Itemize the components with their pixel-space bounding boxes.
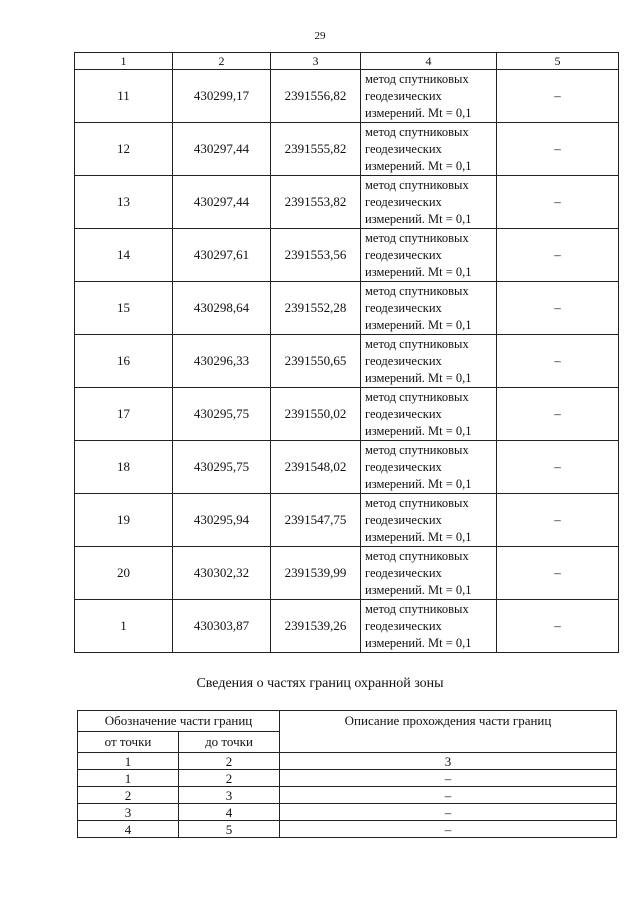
x-coordinate-cell: 430296,33 [173, 335, 271, 388]
method-line: метод спутниковых [365, 230, 469, 245]
point-number-cell: 15 [75, 282, 173, 335]
method-cell [361, 494, 497, 547]
method-line: геодезических [365, 247, 442, 262]
point-number-cell: 18 [75, 441, 173, 494]
method-cell [361, 441, 497, 494]
part-designation-header: Обозначение части границ [78, 711, 280, 732]
method-line: геодезических [365, 618, 442, 633]
parts-header-row [78, 711, 617, 732]
from-point-cell: 1 [78, 770, 179, 787]
description-cell: – [280, 787, 617, 804]
point-number-cell: 1 [75, 600, 173, 653]
method-line: измерений. Mt = 0,1 [365, 423, 472, 438]
point-number-cell: 12 [75, 123, 173, 176]
to-point-cell: 3 [179, 787, 280, 804]
column-header-1: 1 [75, 53, 173, 70]
method-cell [361, 547, 497, 600]
note-cell: – [497, 600, 619, 653]
x-coordinate-cell: 430295,75 [173, 388, 271, 441]
coordinates-header-row [75, 53, 619, 70]
x-coordinate-cell: 430303,87 [173, 600, 271, 653]
method-line: метод спутниковых [365, 601, 469, 616]
method-line: измерений. Mt = 0,1 [365, 211, 472, 226]
point-number-cell: 11 [75, 70, 173, 123]
method-line: метод спутниковых [365, 177, 469, 192]
column-header-5: 5 [497, 53, 619, 70]
from-point-cell: 2 [78, 787, 179, 804]
method-line: геодезических [365, 565, 442, 580]
parts-body [78, 753, 617, 838]
method-line: измерений. Mt = 0,1 [365, 105, 472, 120]
x-coordinate-cell: 430295,75 [173, 441, 271, 494]
x-coordinate-cell: 430298,64 [173, 282, 271, 335]
to-point-cell: 5 [179, 821, 280, 838]
section-title: Сведения о частях границ охранной зоны [196, 676, 444, 691]
table-row [78, 770, 617, 787]
to-point-cell: 4 [179, 804, 280, 821]
y-coordinate-cell: 2391555,82 [271, 123, 361, 176]
method-line: геодезических [365, 512, 442, 527]
y-coordinate-cell: 2391539,99 [271, 547, 361, 600]
table-row [78, 787, 617, 804]
method-cell [361, 70, 497, 123]
y-coordinate-cell: 2391548,02 [271, 441, 361, 494]
description-cell: – [280, 804, 617, 821]
note-cell: – [497, 547, 619, 600]
method-line: измерений. Mt = 0,1 [365, 529, 472, 544]
x-coordinate-cell: 430297,44 [173, 123, 271, 176]
method-line: метод спутниковых [365, 124, 469, 139]
from-point-header: от точки [78, 732, 179, 753]
point-number-cell: 19 [75, 494, 173, 547]
column-header-4: 4 [361, 53, 497, 70]
y-coordinate-cell: 2391552,28 [271, 282, 361, 335]
y-coordinate-cell: 2391553,56 [271, 229, 361, 282]
to-point-cell: 2 [179, 753, 280, 770]
y-coordinate-cell: 2391550,65 [271, 335, 361, 388]
method-line: измерений. Mt = 0,1 [365, 317, 472, 332]
part-description-header: Описание прохождения части границ [280, 711, 617, 753]
table-row [78, 753, 617, 770]
method-line: геодезических [365, 406, 442, 421]
table-row [75, 494, 619, 547]
description-cell: – [280, 770, 617, 787]
method-line: измерений. Mt = 0,1 [365, 158, 472, 173]
x-coordinate-cell: 430297,44 [173, 176, 271, 229]
note-cell: – [497, 282, 619, 335]
method-line: измерений. Mt = 0,1 [365, 635, 472, 650]
method-line: геодезических [365, 459, 442, 474]
note-cell: – [497, 229, 619, 282]
table-row [75, 176, 619, 229]
y-coordinate-cell: 2391550,02 [271, 388, 361, 441]
table-row [75, 388, 619, 441]
method-cell [361, 123, 497, 176]
method-line: измерений. Mt = 0,1 [365, 370, 472, 385]
method-line: геодезических [365, 141, 442, 156]
method-line: метод спутниковых [365, 71, 469, 86]
note-cell: – [497, 123, 619, 176]
table-row [75, 600, 619, 653]
column-header-2: 2 [173, 53, 271, 70]
table-row [78, 821, 617, 838]
method-line: геодезических [365, 353, 442, 368]
note-cell: – [497, 388, 619, 441]
note-cell: – [497, 70, 619, 123]
table-row [75, 123, 619, 176]
method-line: измерений. Mt = 0,1 [365, 582, 472, 597]
page-number: 29 [314, 30, 326, 42]
y-coordinate-cell: 2391553,82 [271, 176, 361, 229]
y-coordinate-cell: 2391547,75 [271, 494, 361, 547]
note-cell: – [497, 335, 619, 388]
table-row [75, 282, 619, 335]
method-line: геодезических [365, 300, 442, 315]
table-row [75, 547, 619, 600]
to-point-cell: 2 [179, 770, 280, 787]
point-number-cell: 17 [75, 388, 173, 441]
from-point-cell: 3 [78, 804, 179, 821]
method-cell [361, 600, 497, 653]
x-coordinate-cell: 430297,61 [173, 229, 271, 282]
x-coordinate-cell: 430299,17 [173, 70, 271, 123]
point-number-cell: 13 [75, 176, 173, 229]
note-cell: – [497, 441, 619, 494]
to-point-header: до точки [179, 732, 280, 753]
table-row [75, 229, 619, 282]
table-row [75, 70, 619, 123]
boundary-parts-table [77, 710, 617, 838]
from-point-cell: 4 [78, 821, 179, 838]
table-row [75, 335, 619, 388]
table-row [78, 804, 617, 821]
point-number-cell: 16 [75, 335, 173, 388]
method-line: метод спутниковых [365, 495, 469, 510]
note-cell: – [497, 494, 619, 547]
method-cell [361, 335, 497, 388]
y-coordinate-cell: 2391556,82 [271, 70, 361, 123]
method-line: метод спутниковых [365, 336, 469, 351]
method-cell [361, 229, 497, 282]
column-header-3: 3 [271, 53, 361, 70]
point-number-cell: 20 [75, 547, 173, 600]
method-line: метод спутниковых [365, 389, 469, 404]
method-line: измерений. Mt = 0,1 [365, 476, 472, 491]
method-cell [361, 388, 497, 441]
y-coordinate-cell: 2391539,26 [271, 600, 361, 653]
method-line: измерений. Mt = 0,1 [365, 264, 472, 279]
x-coordinate-cell: 430295,94 [173, 494, 271, 547]
method-cell [361, 176, 497, 229]
from-point-cell: 1 [78, 753, 179, 770]
coordinates-table [74, 52, 619, 653]
method-line: метод спутниковых [365, 442, 469, 457]
method-line: метод спутниковых [365, 548, 469, 563]
coordinates-body [75, 70, 619, 653]
method-line: метод спутниковых [365, 283, 469, 298]
method-line: геодезических [365, 88, 442, 103]
note-cell: – [497, 176, 619, 229]
table-row [75, 441, 619, 494]
description-cell: – [280, 821, 617, 838]
method-cell [361, 282, 497, 335]
method-line: геодезических [365, 194, 442, 209]
description-cell: 3 [280, 753, 617, 770]
point-number-cell: 14 [75, 229, 173, 282]
x-coordinate-cell: 430302,32 [173, 547, 271, 600]
